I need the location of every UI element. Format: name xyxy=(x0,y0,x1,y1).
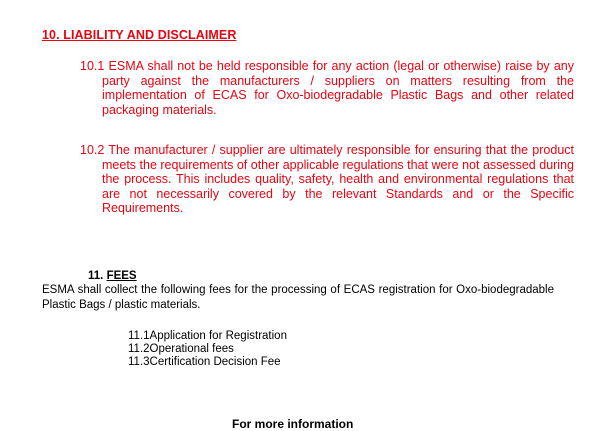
section-11-label: FEES xyxy=(106,270,137,282)
clause-10-2-text: The manufacturer / supplier are ultimately responsible for ensuring that the product meets the requirements of other applicable regulations that were not assessed during the process. This includes quality, safety, health and environmental regulations that are not necessarily covered by the relevant Standards and or the Specific Requirements. xyxy=(102,143,574,216)
fees-description: ESMA shall collect the following fees for the processing of ECAS registration for Oxo-biodegradable Plastic Bags / plastic materials. xyxy=(42,284,554,311)
fee-item-certification: 11.3Certification Decision Fee xyxy=(128,356,281,369)
fee-list xyxy=(128,330,287,370)
clause-10-1 xyxy=(80,59,574,117)
section-10-heading: 10. LIABILITY AND DISCLAIMER xyxy=(42,28,237,42)
section-11-number: 11. xyxy=(88,270,104,282)
footer-partial-heading: For more information xyxy=(232,417,354,431)
fee-item-operational: 11.2Operational fees xyxy=(128,343,234,356)
clause-10-2 xyxy=(80,143,574,216)
clause-10-2-number: 10.2 xyxy=(80,143,105,157)
clause-10-1-number: 10.1 xyxy=(80,59,105,73)
section-11-heading xyxy=(88,270,137,282)
clause-10-1-text: ESMA shall not be held responsible for any action (legal or otherwise) raise by any party against the manufacturers / suppliers on matters resulting from the implementation of ECAS for Oxo-biodegradable Plastic Bags and other related packaging materials. xyxy=(102,59,574,117)
fee-item-application: 11.1Application for Registration xyxy=(128,330,287,342)
